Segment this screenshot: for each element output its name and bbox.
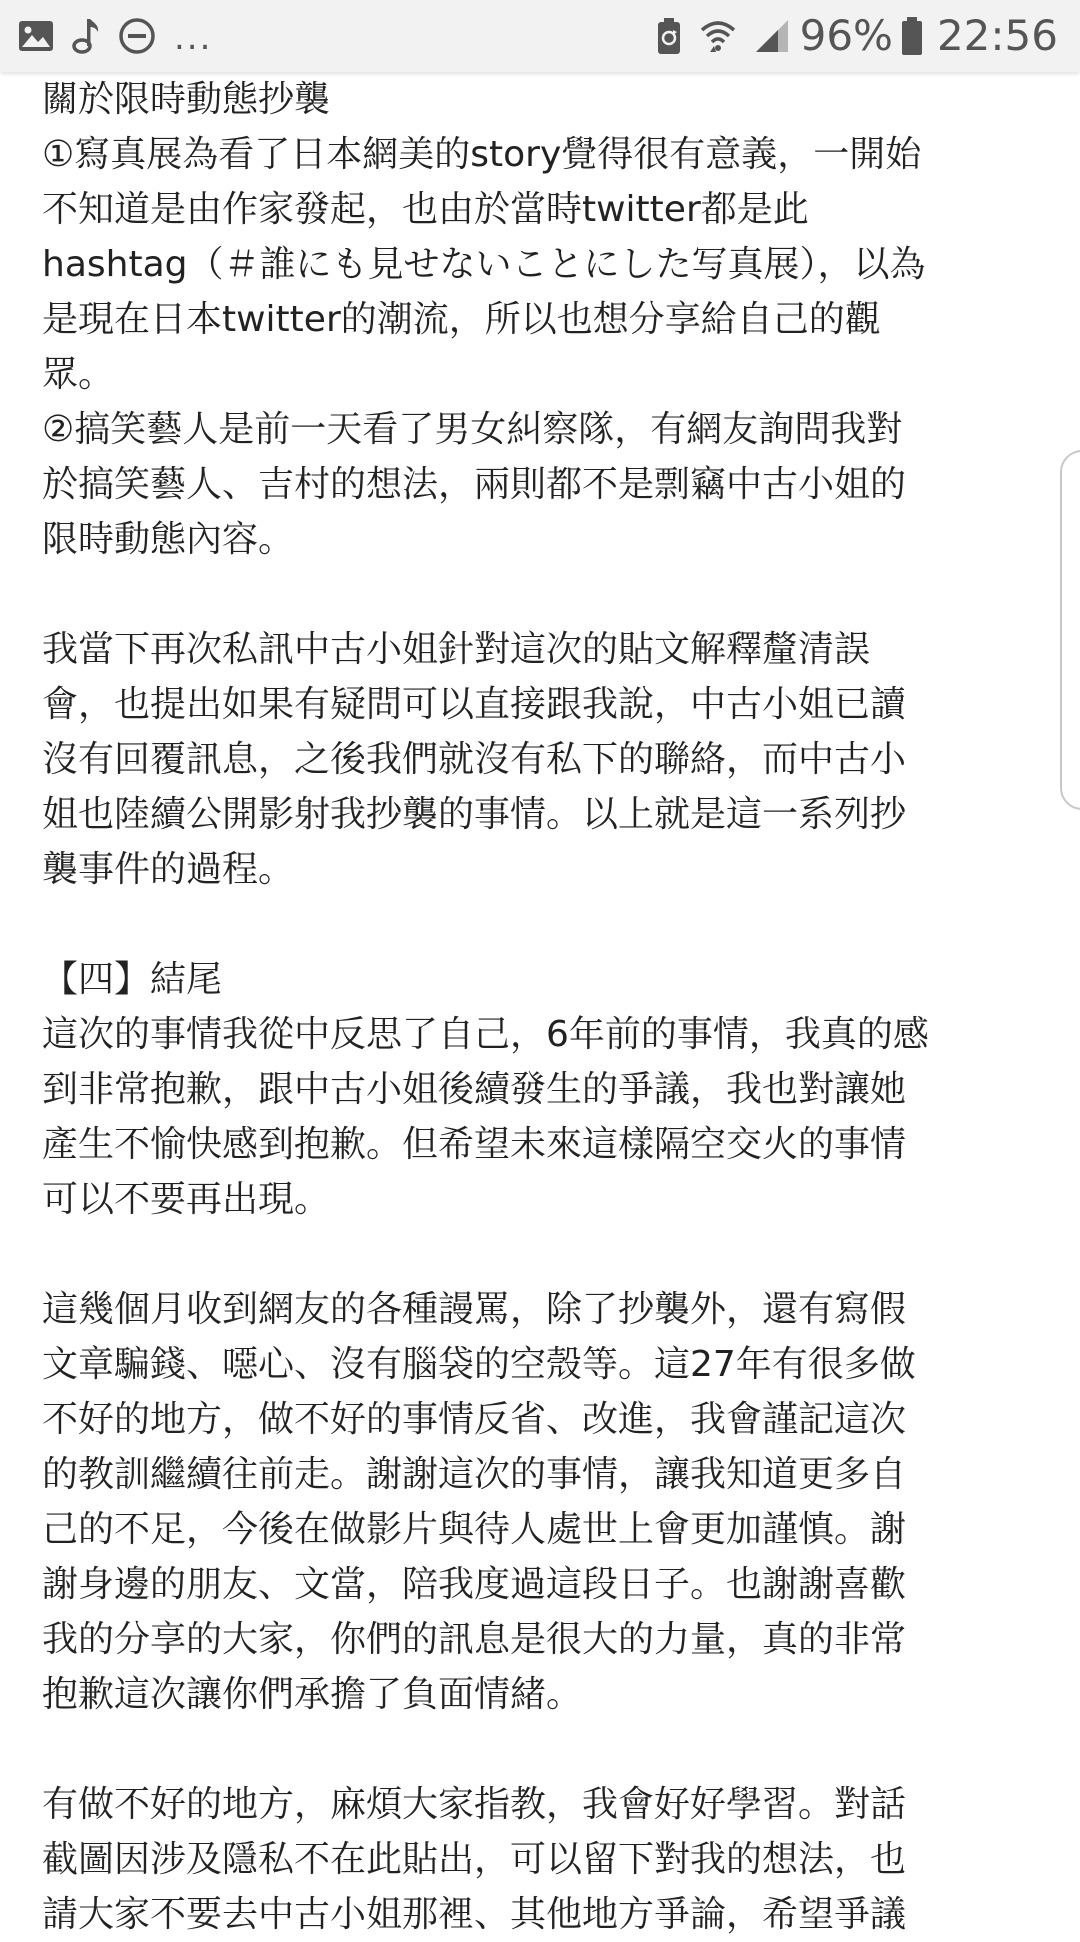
article-body [42,72,1042,1942]
edge-panel-handle[interactable] [1060,450,1080,810]
status-bar-right [640,10,1058,62]
paragraph-story-plagiarism: 關於限時動態抄襲 ①寫真展為看了日本網美的story覺得很有意義，一開始 不知道是由作家發起，也由於當時twitter都是此 hashtag（＃誰にも見せないことにした写真展），以為 是現在日本twitter的潮流，所以也想分享給自己的觀 眾。 ②搞笑藝人是前一天看了男女糾察隊，有網友詢問我對 於搞笑藝人、吉村的想法，兩則都不是剽竊中古小姐的 限時動態內容。 [42,79,926,560]
status-bar-left [18,14,212,58]
do-not-disturb-icon [118,17,156,55]
status-bar [0,0,1080,72]
paragraph-private-message: 我當下再次私訊中古小姐針對這次的貼文解釋釐清誤 會，也提出如果有疑問可以直接跟我說，中古小姐已讀 沒有回覆訊息，之後我們就沒有私下的聯絡，而中古小 姐也陸續公開影射我抄襲的事情。以上就是這一系列抄 襲事件的過程。 [42,629,907,890]
clock: 22:56 [936,11,1058,60]
music-note-icon [72,17,100,55]
battery-saver-icon [656,17,682,55]
paragraph-closing-request: 有做不好的地方，麻煩大家指教，我會好好學習。對話 截圖因涉及隱私不在此貼出，可以留下對我的想法，也 請大家不要去中古小姐那裡、其他地方爭論，希望爭議 [42,1784,907,1935]
paragraph-conclusion: 【四】結尾 這次的事情我從中反思了自己，6年前的事情，我真的感 到非常抱歉，跟中古小姐後續發生的爭議，我也對讓她 產生不愉快感到抱歉。但希望未來這樣隔空交火的事情 可以不要再出現。 [42,959,929,1220]
battery-percent: 96% [799,11,893,60]
image-icon [18,20,54,52]
wifi-icon [698,16,738,56]
overflow-notifications: ... [174,18,213,58]
paragraph-reflection: 這幾個月收到網友的各種謾罵，除了抄襲外，還有寫假 文章騙錢、噁心、沒有腦袋的空殼等。這27年有很多做 不好的地方，做不好的事情反省、改進，我會謹記這次 的教訓繼續往前走。謝謝這次的事情，讓我知道更多自 己的不足，今後在做影片與待人處世上會更加謹慎。謝 謝身邊的朋友、文當，陪我度過這段日子。也謝謝喜歡 我的分享的大家，你們的訊息是很大的力量，真的非常 抱歉這次讓你們承擔了負面情緒。 [42,1289,916,1715]
battery-icon [901,16,923,56]
signal-icon [754,18,790,54]
